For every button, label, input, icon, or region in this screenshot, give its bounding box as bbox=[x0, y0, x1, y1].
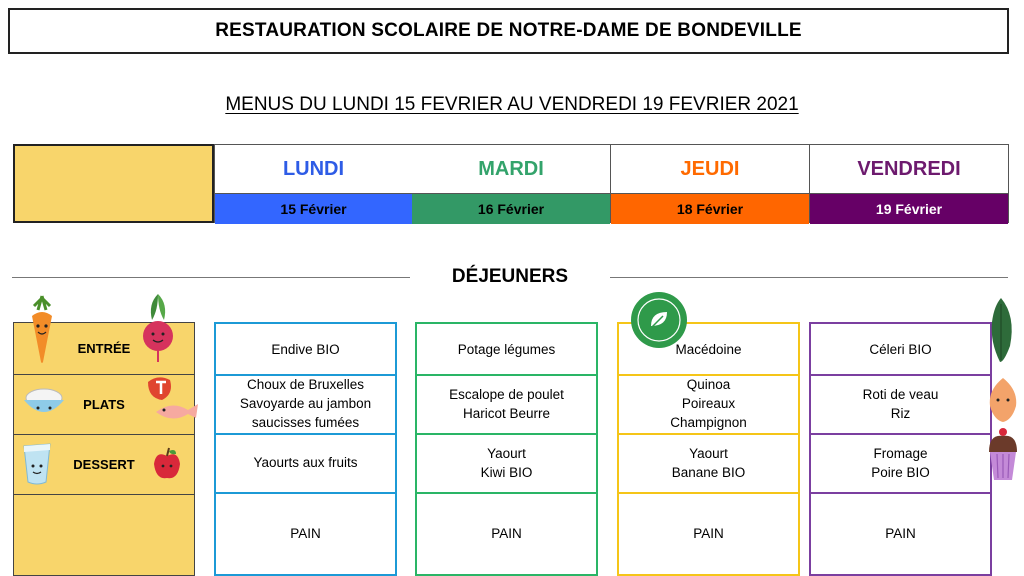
menu-item: Riz bbox=[890, 405, 911, 421]
menu-cell bbox=[216, 492, 395, 574]
leaf-icon bbox=[986, 296, 1016, 364]
course-label-dessert: DESSERT bbox=[14, 434, 194, 495]
menu-item: Haricot Beurre bbox=[462, 405, 551, 421]
menu-cell bbox=[619, 433, 798, 494]
day-header-3 bbox=[810, 144, 1009, 223]
day-date: 19 Février bbox=[810, 193, 1008, 224]
apple-icon bbox=[150, 446, 184, 482]
radish-icon bbox=[138, 290, 178, 364]
menu-cell bbox=[417, 492, 596, 574]
menu-item: PAIN bbox=[693, 525, 724, 541]
menu-cell bbox=[216, 324, 395, 376]
menu-column-2 bbox=[617, 322, 800, 576]
menu-column-3 bbox=[809, 322, 992, 576]
menu-item: PAIN bbox=[491, 525, 522, 541]
day-header-1 bbox=[412, 144, 611, 223]
menu-item: Kiwi BIO bbox=[480, 464, 533, 480]
menu-item: saucisses fumées bbox=[251, 415, 360, 430]
menu-cell bbox=[417, 374, 596, 435]
menu-cell bbox=[216, 374, 395, 435]
menu-cell bbox=[811, 324, 990, 376]
course-label-plats: PLATS bbox=[14, 374, 194, 435]
day-date: 18 Février bbox=[611, 193, 809, 224]
day-header-0 bbox=[214, 144, 413, 223]
menu-item: Yaourt bbox=[689, 445, 728, 461]
menu-item: Poire BIO bbox=[871, 464, 930, 480]
menu-cell bbox=[619, 492, 798, 574]
rice-bowl-icon bbox=[20, 384, 68, 420]
section-title: DÉJEUNERS bbox=[451, 266, 569, 287]
page-title: RESTAURATION SCOLAIRE DE NOTRE-DAME DE BONDEVILLE bbox=[215, 20, 802, 41]
menu-cell bbox=[811, 374, 990, 435]
onion-icon bbox=[986, 374, 1020, 426]
day-header-2 bbox=[611, 144, 810, 223]
menu-cell bbox=[811, 433, 990, 494]
menu-column-0 bbox=[214, 322, 397, 576]
day-date: 16 Février bbox=[412, 193, 610, 224]
menu-column-1 bbox=[415, 322, 598, 576]
header-corner-cell bbox=[13, 144, 214, 223]
day-name: LUNDI bbox=[215, 145, 412, 193]
menu-cell bbox=[216, 433, 395, 494]
menu-item: Escalope de poulet bbox=[449, 386, 564, 402]
menu-item: Macédoine bbox=[675, 341, 742, 357]
menu-cell bbox=[417, 324, 596, 376]
page-title-box bbox=[8, 8, 1009, 54]
yogurt-icon bbox=[20, 440, 54, 486]
menu-item: Yaourts aux fruits bbox=[253, 455, 358, 470]
menu-cell bbox=[417, 433, 596, 494]
course-label-entree: ENTRÉE bbox=[14, 323, 194, 375]
day-date: 15 Février bbox=[215, 193, 412, 224]
course-label-bread bbox=[14, 494, 194, 575]
menu-item: Quinoa bbox=[686, 377, 731, 392]
day-name: JEUDI bbox=[611, 145, 809, 193]
menu-item: Fromage bbox=[873, 445, 928, 461]
vegetarian-badge-icon bbox=[629, 290, 689, 350]
menu-item: Yaourt bbox=[487, 445, 526, 461]
cupcake-icon bbox=[986, 426, 1020, 482]
menu-item: Potage légumes bbox=[457, 341, 556, 357]
menu-item: Poireaux bbox=[681, 396, 736, 411]
section-rule-right bbox=[610, 277, 1008, 278]
menu-period-subtitle: MENUS DU LUNDI 15 FEVRIER AU VENDREDI 19 FEVRIER 2021 bbox=[225, 94, 799, 115]
carrot-icon bbox=[26, 292, 58, 364]
meat-icon bbox=[142, 372, 200, 428]
menu-item: PAIN bbox=[885, 525, 916, 541]
menu-cell bbox=[619, 374, 798, 435]
section-rule-left bbox=[12, 277, 410, 278]
day-name: VENDREDI bbox=[810, 145, 1008, 193]
menu-cell bbox=[811, 492, 990, 574]
menu-item: Champignon bbox=[670, 415, 747, 430]
day-name: MARDI bbox=[412, 145, 610, 193]
menu-item: Endive BIO bbox=[271, 341, 340, 357]
menu-item: Banane BIO bbox=[671, 464, 746, 480]
menu-item: Roti de veau bbox=[862, 386, 939, 402]
menu-item: PAIN bbox=[290, 525, 321, 541]
menu-item: Céleri BIO bbox=[869, 341, 932, 357]
menu-item: Choux de Bruxelles bbox=[246, 377, 365, 392]
menu-item: Savoyarde au jambon bbox=[239, 396, 372, 411]
